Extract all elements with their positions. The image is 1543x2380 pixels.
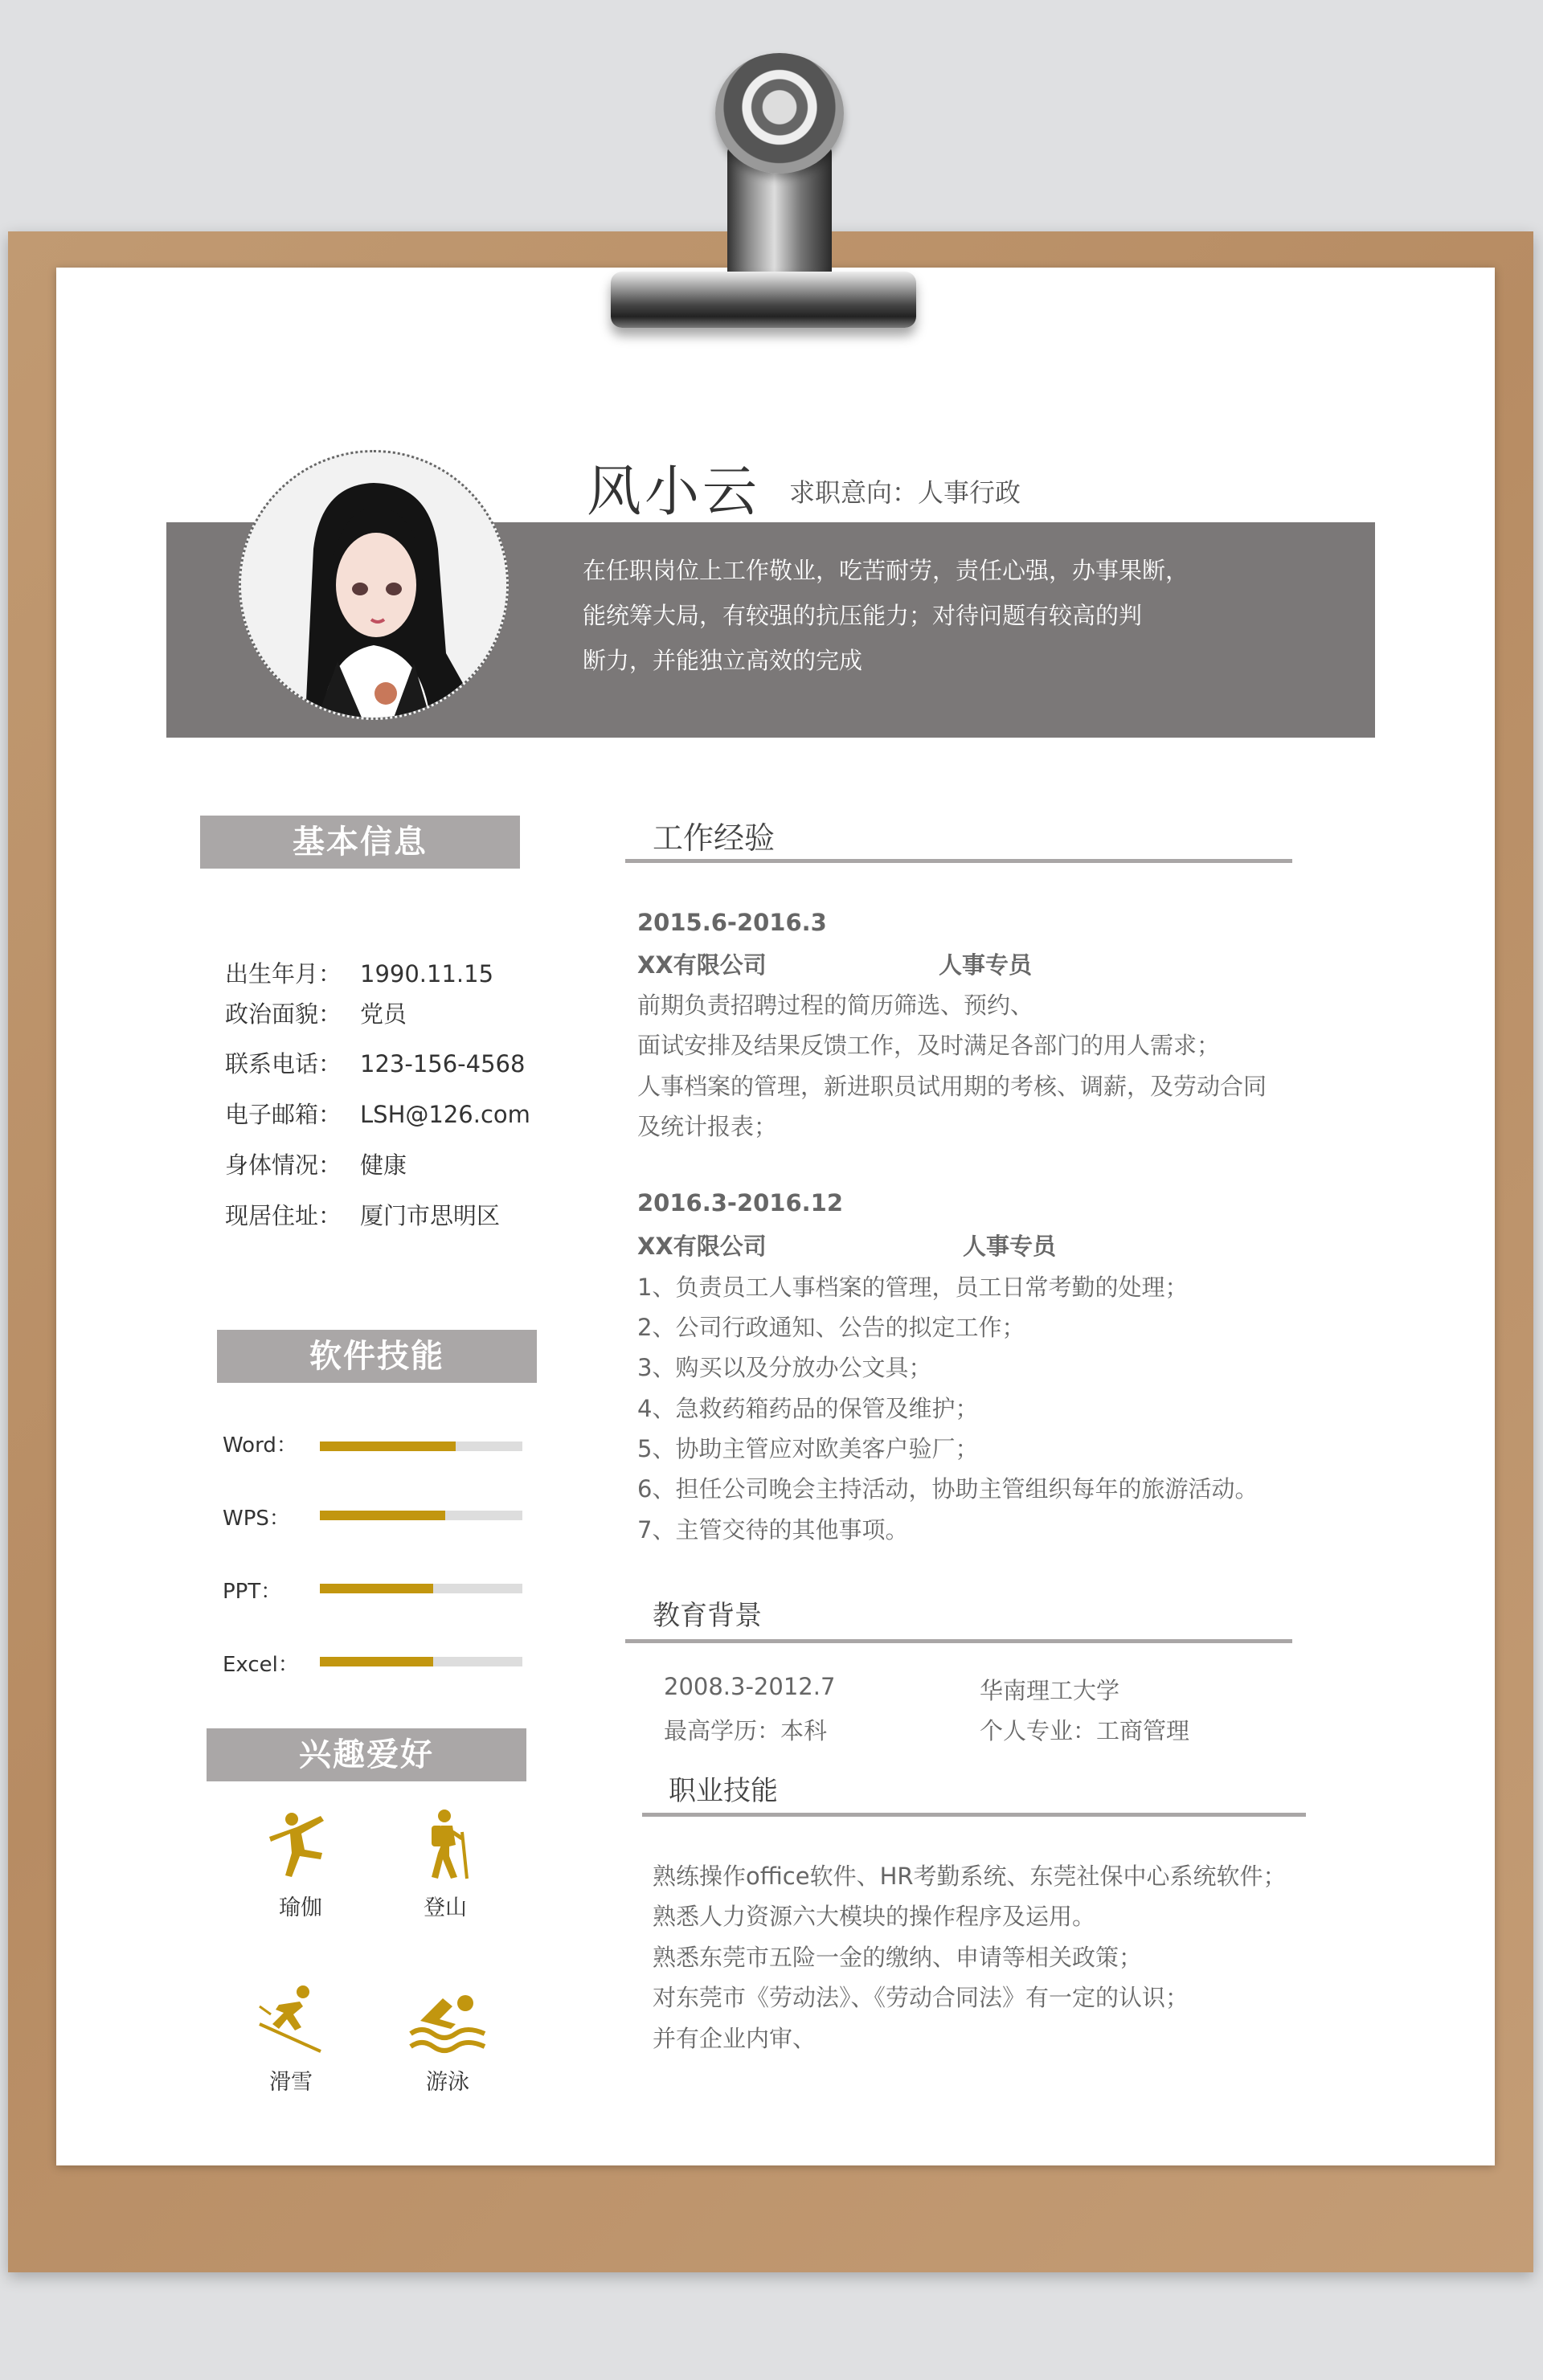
info-value: 123-156-4568 xyxy=(360,1050,526,1078)
job-intent-value: 人事行政 xyxy=(918,477,1021,508)
job-duty-line: 前期负责招聘过程的简历筛选、预约、 xyxy=(637,992,1034,1019)
hobby-item xyxy=(397,1808,493,1921)
professional-skills-heading: 职业技能 xyxy=(669,1775,778,1807)
education-school: 华南理工大学 xyxy=(980,1677,1120,1704)
skill-bar-fill xyxy=(320,1511,445,1520)
job-company: XX有限公司 xyxy=(637,951,767,979)
job-duty-line: 1、负责员工人事档案的管理，员工日常考勤的处理； xyxy=(637,1274,1189,1301)
skill-label: PPT： xyxy=(223,1580,282,1604)
portrait-illustration xyxy=(241,452,506,718)
skill-bar-fill xyxy=(320,1584,433,1593)
work-experience-heading: 工作经验 xyxy=(653,820,776,856)
info-row xyxy=(225,1097,530,1130)
summary-line: 断力，并能独立高效的完成 xyxy=(583,647,863,674)
section-divider xyxy=(642,1813,1306,1817)
hobby-label: 登山 xyxy=(424,1895,467,1920)
summary-text xyxy=(583,548,1242,683)
job-role: 人事专员 xyxy=(963,1233,1057,1260)
education-heading: 教育背景 xyxy=(653,1600,762,1632)
job-period: 2016.3-2016.12 xyxy=(637,1189,844,1217)
job-intent-label: 求职意向： xyxy=(789,477,919,508)
job-intent xyxy=(789,472,1021,509)
hobby-item xyxy=(243,1982,339,2096)
info-row xyxy=(225,1046,525,1079)
section-divider xyxy=(625,1639,1292,1643)
basic-info-heading: 基本信息 xyxy=(200,816,520,869)
job-duty-line: 3、购买以及分放办公文具； xyxy=(637,1354,932,1381)
skill-line: 对东莞市《劳动法》、《劳动合同法》有一定的认识； xyxy=(653,1984,1189,2011)
skill-bar-fill xyxy=(320,1441,456,1451)
info-key: 联系电话： xyxy=(225,1050,342,1078)
binder-clip-bar xyxy=(611,272,916,328)
job-role: 人事专员 xyxy=(939,951,1033,979)
skill-line: 熟练操作office软件、HR考勤系统、东莞社保中心系统软件； xyxy=(653,1863,1287,1890)
info-value: 厦门市思明区 xyxy=(360,1202,501,1229)
yoga-icon xyxy=(264,1808,337,1880)
job-company: XX有限公司 xyxy=(637,1233,767,1260)
skill-bar xyxy=(320,1441,522,1451)
info-row xyxy=(225,1147,407,1180)
skill-line: 熟悉人力资源六大模块的操作程序及运用。 xyxy=(653,1903,1096,1930)
info-value: 党员 xyxy=(360,1000,407,1028)
skiing-icon xyxy=(255,1982,327,2055)
info-row xyxy=(225,996,407,1029)
info-value: 健康 xyxy=(360,1151,407,1179)
swimming-icon xyxy=(407,1982,488,2055)
skill-bar xyxy=(320,1511,522,1520)
hobby-label: 滑雪 xyxy=(269,2070,313,2095)
skill-label: WPS： xyxy=(223,1507,290,1531)
info-key: 电子邮箱： xyxy=(225,1101,342,1128)
hobbies-heading: 兴趣爱好 xyxy=(207,1728,526,1781)
info-key: 政治面貌： xyxy=(225,1000,342,1028)
job-duty-line: 人事档案的管理，新进职员试用期的考核、调薪，及劳动合同 xyxy=(637,1073,1267,1100)
job-duty-line: 7、主管交待的其他事项。 xyxy=(637,1516,909,1544)
skill-line: 并有企业内审、 xyxy=(653,2025,817,2052)
hobby-item xyxy=(399,1982,496,2096)
summary-line: 能统筹大局，有较强的抗压能力；对待问题有较高的判 xyxy=(583,602,1143,629)
skill-label: Word： xyxy=(223,1433,297,1458)
job-duty-line: 及统计报表； xyxy=(637,1113,778,1140)
job-duty-line: 5、协助主管应对欧美客户验厂； xyxy=(637,1435,979,1462)
job-duty-line: 2、公司行政通知、公告的拟定工作； xyxy=(637,1314,1025,1341)
job-duty-line: 面试安排及结果反馈工作，及时满足各部门的用人需求； xyxy=(637,1032,1221,1059)
info-key: 身体情况： xyxy=(225,1151,342,1179)
education-period: 2008.3-2012.7 xyxy=(664,1673,836,1700)
skill-line: 熟悉东莞市五险一金的缴纳、申请等相关政策； xyxy=(653,1944,1143,1971)
job-period: 2015.6-2016.3 xyxy=(637,909,827,936)
info-value: LSH@126.com xyxy=(360,1101,530,1128)
skill-bar-fill xyxy=(320,1657,433,1666)
software-skills-heading: 软件技能 xyxy=(217,1330,537,1383)
binder-clip-ring xyxy=(715,53,844,174)
hobby-label: 瑜伽 xyxy=(279,1895,322,1920)
info-row xyxy=(225,1198,500,1231)
job-duty-line: 4、急救药箱药品的保管及维护； xyxy=(637,1395,979,1422)
summary-line: 在任职岗位上工作敬业，吃苦耐劳，责任心强，办事果断， xyxy=(583,557,1189,584)
hobby-item xyxy=(252,1808,349,1921)
info-value: 1990.11.15 xyxy=(360,960,494,988)
info-key: 出生年月： xyxy=(225,960,342,988)
job-duty-line: 6、担任公司晚会主持活动，协助主管组织每年的旅游活动。 xyxy=(637,1475,1259,1503)
info-row xyxy=(225,956,493,989)
education-degree: 最高学历：本科 xyxy=(664,1717,828,1744)
skill-label: Excel： xyxy=(223,1653,299,1677)
candidate-name: 风小云 xyxy=(587,460,761,524)
skill-bar xyxy=(320,1657,522,1666)
hobby-label: 游泳 xyxy=(426,2070,469,2095)
binder-clip xyxy=(579,48,948,354)
info-key: 现居住址： xyxy=(225,1202,342,1229)
profile-photo xyxy=(239,450,509,720)
skill-bar xyxy=(320,1584,522,1593)
section-divider xyxy=(625,859,1292,863)
education-major: 个人专业：工商管理 xyxy=(980,1717,1190,1744)
hiking-icon xyxy=(409,1808,481,1880)
